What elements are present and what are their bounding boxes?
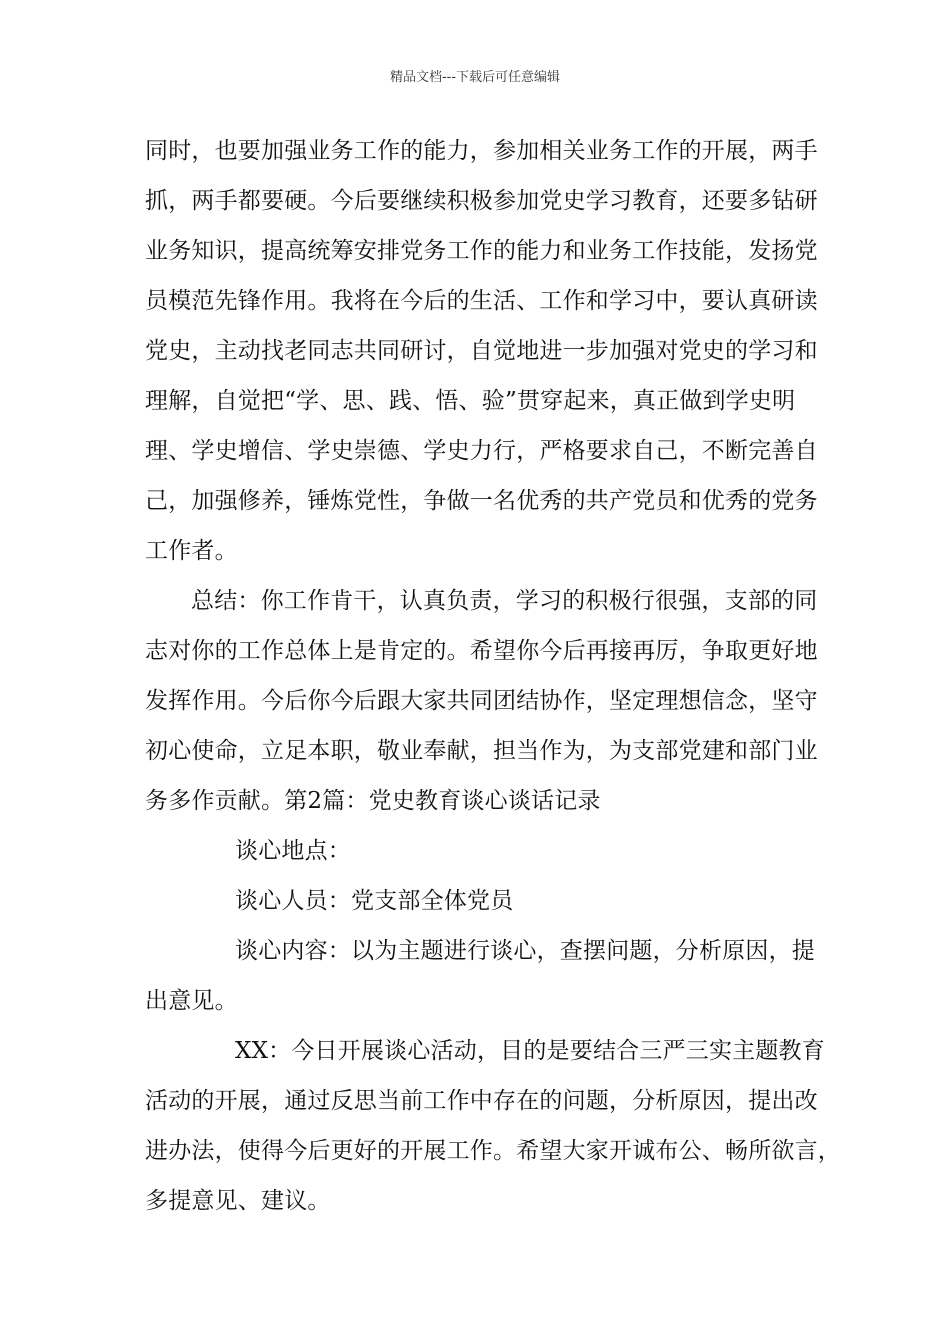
text-line: XX：今日开展谈心活动，目的是要结合三严三实主题教育 <box>235 1038 825 1064</box>
text-line: 活动的开展，通过反思当前工作中存在的问题，分析原因，提出改 <box>145 1088 818 1114</box>
text-line: 党史，主动找老同志共同研讨，自觉地进一步加强对党史的学习和 <box>145 338 818 364</box>
text-line: 初心使命，立足本职，敬业奉献，担当作为，为支部党建和部门业 <box>145 738 818 764</box>
text-line: 谈心内容：以为主题进行谈心，查摆问题，分析原因，提 <box>235 938 815 964</box>
text-line: 同时，也要加强业务工作的能力，参加相关业务工作的开展，两手 <box>145 138 818 164</box>
text-line: 抓，两手都要硬。今后要继续积极参加党史学习教育，还要多钻研 <box>145 188 818 214</box>
document-body <box>145 126 841 1226</box>
text-line: 理解，自觉把“学、思、践、悟、验”贯穿起来，真正做到学史明 <box>145 388 796 414</box>
text-line: 务多作贡献。第2篇：党史教育谈心谈话记录 <box>145 788 601 814</box>
text-line: 多提意见、建议。 <box>145 1188 331 1214</box>
text-line: 谈心地点： <box>235 838 351 864</box>
text-line: 谈心人员：党支部全体党员 <box>235 888 514 914</box>
text-line: 员模范先锋作用。我将在今后的生活、工作和学习中，要认真研读 <box>145 288 818 314</box>
text-line: 进办法，使得今后更好的开展工作。希望大家开诚布公、畅所欲言， <box>145 1138 841 1164</box>
text-line: 志对你的工作总体上是肯定的。希望你今后再接再厉，争取更好地 <box>145 638 818 664</box>
text-line: 己，加强修养，锤炼党性，争做一名优秀的共产党员和优秀的党务 <box>145 488 818 514</box>
text-line: 业务知识，提高统筹安排党务工作的能力和业务工作技能，发扬党 <box>145 238 818 264</box>
text-line: 理、学史增信、学史崇德、学史力行，严格要求自己，不断完善自 <box>145 438 818 464</box>
text-line: 发挥作用。今后你今后跟大家共同团结协作，坚定理想信念，坚守 <box>145 688 818 714</box>
text-line: 总结：你工作肯干，认真负责，学习的积极行很强，支部的同 <box>191 588 818 614</box>
page-header: 精品文档---下载后可任意编辑 <box>389 70 561 85</box>
text-line: 工作者。 <box>145 538 238 564</box>
text-line: 出意见。 <box>145 988 238 1014</box>
